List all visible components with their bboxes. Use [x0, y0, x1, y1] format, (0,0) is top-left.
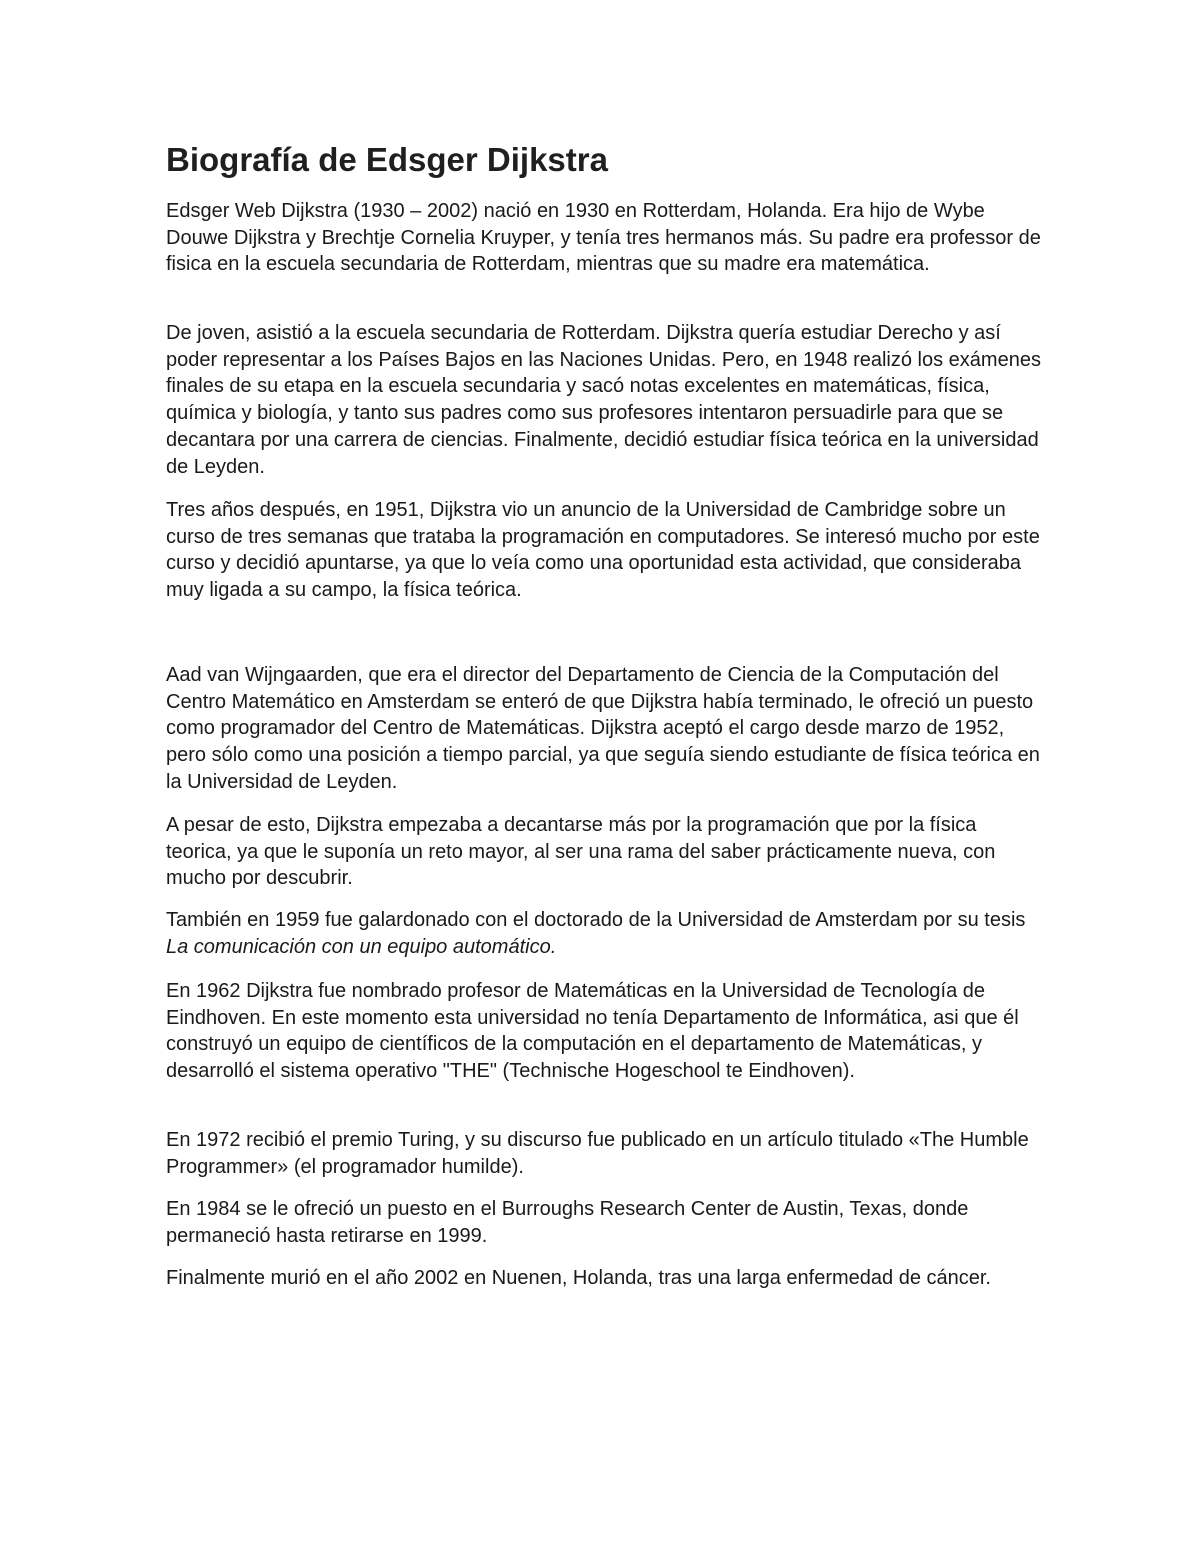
thesis-title: La comunicación con un equipo automático.	[166, 935, 557, 958]
document-title: Biografía de Edsger Dijkstra	[166, 141, 608, 178]
paragraph-death: Finalmente murió en el año 2002 en Nuenen, Holanda, tras una larga enfermedad de cáncer.	[166, 1267, 991, 1289]
paragraph-amsterdam: Aad van Wijngaarden, que era el director del Departamento de Ciencia de la Computación del Centro Matemático en Amsterdam se enteró de que Dijkstra había terminado, le ofreció un puesto como programador del Centro de Matemáticas. Dijkstra aceptó el cargo desde marzo de 1952, pero sólo como una posición a tiempo parcial, ya que seguía siendo estudiante de física teórica en la Universidad de Leyden.	[166, 664, 1040, 793]
paragraph-birth: Edsger Web Dijkstra (1930 – 2002) nació en 1930 en Rotterdam, Holanda. Era hijo de Wybe Douwe Dijkstra y Brechtje Cornelia Kruyper, y tenía tres hermanos más. Su padre era professor de fisica en la escuela secundaria de Rotterdam, mientras que su madre era matemática.	[166, 200, 1041, 276]
empty-line	[166, 620, 176, 646]
doctorate-text: También en 1959 fue galardonado con el doctorado de la Universidad de Amsterdam por su tesis	[166, 909, 1026, 931]
paragraph-turing: En 1972 recibió el premio Turing, y su discurso fue publicado en un artículo titulado «The Humble Programmer» (el programador humilde).	[166, 1129, 1029, 1178]
paragraph-youth: De joven, asistió a la escuela secundaria de Rotterdam. Dijkstra quería estudiar Derecho y así poder representar a los Países Bajos en las Naciones Unidas. Pero, en 1948 realizó los exámenes finales de su etapa en la escuela secundaria y sacó notas excelentes en matemáticas, física, química y biología, y tanto sus padres como sus profesores intentaron persuadirle para que se decantara por una carrera de ciencias. Finalmente, decidió estudiar física teórica en la universidad de Leyden.	[166, 322, 1041, 478]
paragraph-doctorate	[166, 907, 1046, 960]
paragraph-burroughs: En 1984 se le ofreció un puesto en el Burroughs Research Center de Austin, Texas, donde permaneció hasta retirarse en 1999.	[166, 1198, 969, 1247]
paragraph-programming: A pesar de esto, Dijkstra empezaba a decantarse más por la programación que por la física teorica, ya que le suponía un reto mayor, al ser una rama del saber prácticamente nueva, con mucho por descubrir.	[166, 814, 996, 890]
paragraph-eindhoven: En 1962 Dijkstra fue nombrado profesor de Matemáticas en la Universidad de Tecnología de Eindhoven. En este momento esta universidad no tenía Departamento de Informática, asi que él construyó un equipo de científicos de la computación en el departamento de Matemáticas, y desarrolló el sistema operativo "THE" (Technische Hogeschool te Eindhoven).	[166, 980, 1019, 1083]
paragraph-cambridge: Tres años después, en 1951, Dijkstra vio un anuncio de la Universidad de Cambridge sobre un curso de tres semanas que trataba la programación en computadores. Se interesó mucho por este curso y decidió apuntarse, ya que lo veía como una oportunidad esta actividad, que consideraba muy ligada a su campo, la física teórica.	[166, 499, 1040, 602]
